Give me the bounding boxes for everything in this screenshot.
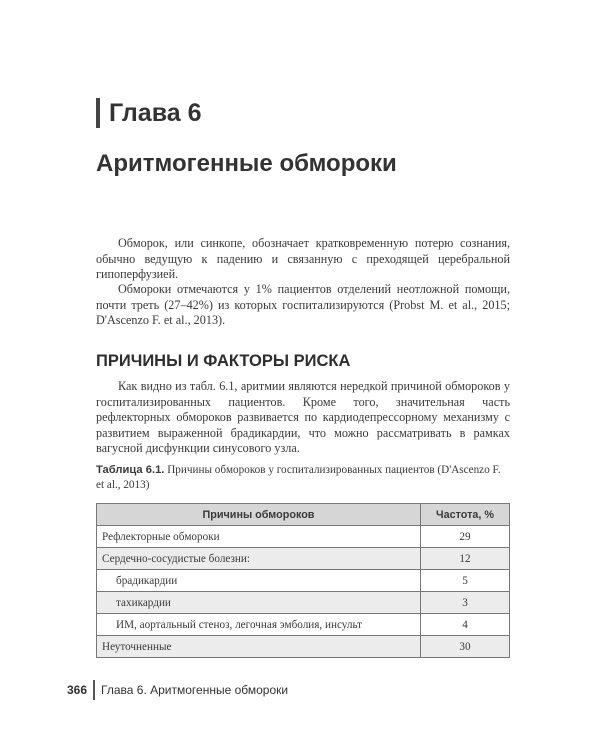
table-cell-cause: Неуточненные <box>97 636 421 658</box>
causes-table <box>96 503 510 658</box>
table-caption <box>96 463 510 493</box>
table-header-row <box>97 504 510 526</box>
table-cell-frequency: 3 <box>421 592 510 614</box>
table-header-cause: Причины обмороков <box>97 504 421 526</box>
table-caption-text: Причины обмороков у госпитализированных пациентов (D'Ascenzo F. et al., 2013) <box>96 464 501 491</box>
table-cell-frequency: 4 <box>421 614 510 636</box>
table-cell-frequency: 12 <box>421 548 510 570</box>
table-row <box>97 548 510 570</box>
table-row <box>97 614 510 636</box>
table-cell-cause: Сердечно-сосудистые болезни: <box>97 548 421 570</box>
table-cell-cause: Рефлекторные обмороки <box>97 526 421 548</box>
table-row <box>97 636 510 658</box>
table-header-frequency: Частота, % <box>421 504 510 526</box>
page-footer <box>67 680 288 700</box>
table-cell-cause: ИМ, аортальный стеноз, легочная эмболия, инсульт <box>97 614 421 636</box>
intro-paragraph-1: Обморок, или синкопе, обозначает кратковременную потерю сознания, обычно ведущую к падению и связанную с преходящей церебральной гипоперфузией. <box>96 236 510 281</box>
table-cell-frequency: 5 <box>421 570 510 592</box>
table-cell-frequency: 29 <box>421 526 510 548</box>
table-row <box>97 592 510 614</box>
table-caption-label: Таблица 6.1. <box>96 464 165 476</box>
section-paragraph: Как видно из табл. 6.1, аритмии являются нередкой причиной обмороков у госпитализированных пациентов. Кроме того, значительная часть рефлекторных обмороков развивается по кардиодепрессорному механизму с развитием выраженной брадикардии, что можно рассматривать в рамках вагусной дисфункции синусового узла. <box>96 379 510 455</box>
running-title: Глава 6. Аритмогенные обмороки <box>101 683 289 697</box>
section-heading: ПРИЧИНЫ И ФАКТОРЫ РИСКА <box>96 352 351 370</box>
table-cell-cause: тахикардии <box>97 592 421 614</box>
table-cell-frequency: 30 <box>421 636 510 658</box>
footer-bar-decoration <box>93 680 95 700</box>
intro-paragraph-2: Обмороки отмечаются у 1% пациентов отделений неотложной помощи, почти треть (27–42%) из которых госпитализируются (Probst M. et al., 2015; D'Ascenzo F. et al., 2013). <box>96 282 510 327</box>
chapter-bar-decoration <box>96 98 100 128</box>
table-row <box>97 526 510 548</box>
chapter-label-text: Глава 6 <box>109 98 202 127</box>
page-number: 366 <box>67 683 88 697</box>
chapter-label <box>96 98 202 128</box>
table-cell-cause: брадикардии <box>97 570 421 592</box>
chapter-title: Аритмогенные обмороки <box>96 150 397 177</box>
table-row <box>97 570 510 592</box>
